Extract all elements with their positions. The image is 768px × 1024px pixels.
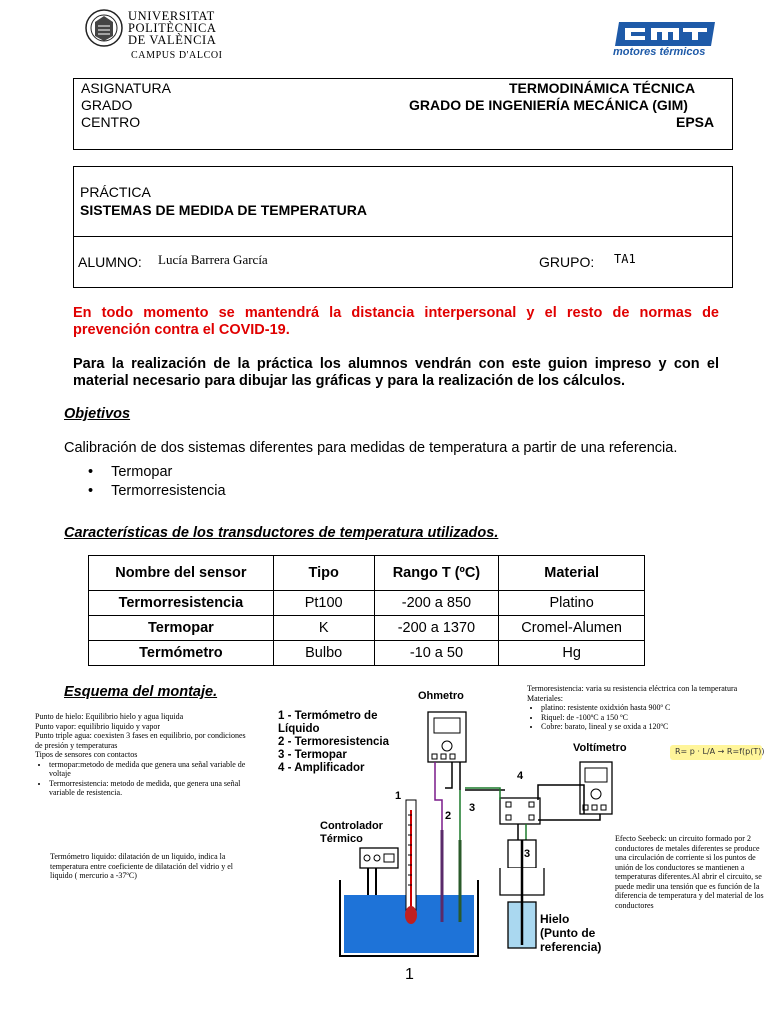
table-cell: -200 a 1370 <box>374 616 499 641</box>
table-row <box>89 591 645 616</box>
practica-divider <box>73 236 733 237</box>
table-cell: Cromel-Alumen <box>499 616 645 641</box>
resistance-formula: R= p · L/A → R=f(p(T)) <box>675 747 765 756</box>
diagram-legend: 1 - Termómetro de Líquido 2 - Termoresistencia 3 - Termopar 4 - Amplificador <box>278 710 390 774</box>
practica-label: PRÁCTICA <box>80 184 151 200</box>
objetivo-item: • Termorresistencia <box>88 483 226 499</box>
asignatura-value: TERMODINÁMICA TÉCNICA <box>509 80 696 96</box>
table-cell: Termómetro <box>89 641 274 666</box>
bullet-icon: • <box>88 483 94 499</box>
ohmmeter-label: Ohmetro <box>418 690 464 702</box>
callout-number: 1 <box>395 790 402 802</box>
esquema-title: Esquema del montaje. <box>64 684 218 700</box>
note-seebeck: Efecto Seebeck: un circuito formado por 2 conductores de metales diferentes se produce una circulación de corriente si los puntos de unión de los conductores se mantienen a temperaturas diferentes.Al abrir el circuito, se puede medir una tensión que es función de la diferencia de temperatura y del material de los conductores <box>615 834 764 910</box>
table-header-cell: Nombre del sensor <box>89 556 274 591</box>
table-header-row <box>89 556 645 591</box>
table-cell: Hg <box>499 641 645 666</box>
cmt-caption: motores térmicos <box>613 46 706 58</box>
ice-flask-icon <box>500 840 544 948</box>
table-cell: -10 a 50 <box>374 641 499 666</box>
callout-number: 4 <box>517 770 524 782</box>
material-notice: Para la realización de la práctica los alumnos vendrán con este guion impreso y con el material necesario para dibujar las gráficas y para la realización de los cálculos. <box>73 356 719 389</box>
voltmeter-icon <box>580 762 612 814</box>
grupo-label: GRUPO: <box>539 254 595 270</box>
page-number: 1 <box>405 966 414 983</box>
table-cell: -200 a 850 <box>374 591 499 616</box>
table-header-cell: Tipo <box>273 556 374 591</box>
thermometer-icon <box>405 800 417 924</box>
objetivos-title: Objetivos <box>64 406 131 422</box>
callout-number: 3 <box>524 848 531 860</box>
bullet-icon: • <box>88 464 94 480</box>
table-cell: Pt100 <box>273 591 374 616</box>
callout-number: 2 <box>445 810 452 822</box>
amplifier-icon <box>500 798 540 824</box>
table-cell: Platino <box>499 591 645 616</box>
cmt-logo-icon <box>615 22 715 46</box>
note-termoresistencia: Termoresistencia: varia su resistencia eléctrica con la temperatura Materiales: • platino: resistente oxidxión hasta 900º C • Riquel: de -100ºC a 150 ºC • Cobre: barato, lineal y se oxida a 120ºC <box>527 684 752 732</box>
university-name: UNIVERSITAT POLITÈCNICA DE VALÈNCIA <box>128 9 217 47</box>
table-header-cell: Material <box>499 556 645 591</box>
table-cell: Termorresistencia <box>89 591 274 616</box>
table-row <box>89 641 645 666</box>
centro-label: CENTRO <box>81 114 141 130</box>
objetivos-text: Calibración de dos sistemas diferentes para medidas de temperatura a partir de una referencia. <box>64 440 678 456</box>
note-left: Punto de hielo: Equilibrio hielo y agua liquida Punto vapor: equilibrio liquido y vapor Punto triple agua: coexisten 3 fases en equilibrio, por condiciones de presión y temperaturas Tipos de sensores con contactos • termopar:metodo de medida que genera una señal variable de voltaje • Termorresistencia: metodo de medida, que genera una señal variable de resistencia. <box>35 712 250 798</box>
table-row <box>89 616 645 641</box>
controller-label: Controlador Térmico <box>320 820 383 845</box>
objetivo-item: • Termopar <box>88 464 173 480</box>
practica-title: SISTEMAS DE MEDIDA DE TEMPERATURA <box>80 202 368 218</box>
caracteristicas-title: Características de los transductores de temperatura utilizados. <box>64 525 499 541</box>
ice-label: Hielo (Punto de referencia) <box>540 912 602 954</box>
campus-name: CAMPUS D'ALCOI <box>131 50 223 61</box>
covid-notice: En todo momento se mantendrá la distancia interpersonal y el resto de normas de prevención contra el COVID-19. <box>73 305 719 338</box>
sensor-table <box>88 555 645 666</box>
table-cell: K <box>273 616 374 641</box>
note-liquid-thermometer: Termómetro liquido: dilatación de un liquido, indica la temperatura entre coeficiente de dilatación del vidrio y el liquido ( mercurio a -37ºC) <box>50 852 234 880</box>
alumno-value[interactable]: Lucía Barrera García <box>158 252 268 267</box>
grupo-value[interactable]: TA1 <box>614 252 636 266</box>
table-cell: Termopar <box>89 616 274 641</box>
grado-value: GRADO DE INGENIERÍA MECÁNICA (GIM) <box>409 97 688 113</box>
grado-label: GRADO <box>81 97 133 113</box>
callout-number: 3 <box>469 802 476 814</box>
voltmeter-label: Voltímetro <box>573 742 627 754</box>
table-cell: Bulbo <box>273 641 374 666</box>
centro-value: EPSA <box>676 114 715 130</box>
table-header-cell: Rango T (ºC) <box>374 556 499 591</box>
practica-box <box>73 166 733 288</box>
asignatura-label: ASIGNATURA <box>81 80 171 96</box>
upv-seal-icon <box>84 8 124 56</box>
ohmmeter-icon <box>428 712 466 762</box>
alumno-label: ALUMNO: <box>78 254 142 270</box>
